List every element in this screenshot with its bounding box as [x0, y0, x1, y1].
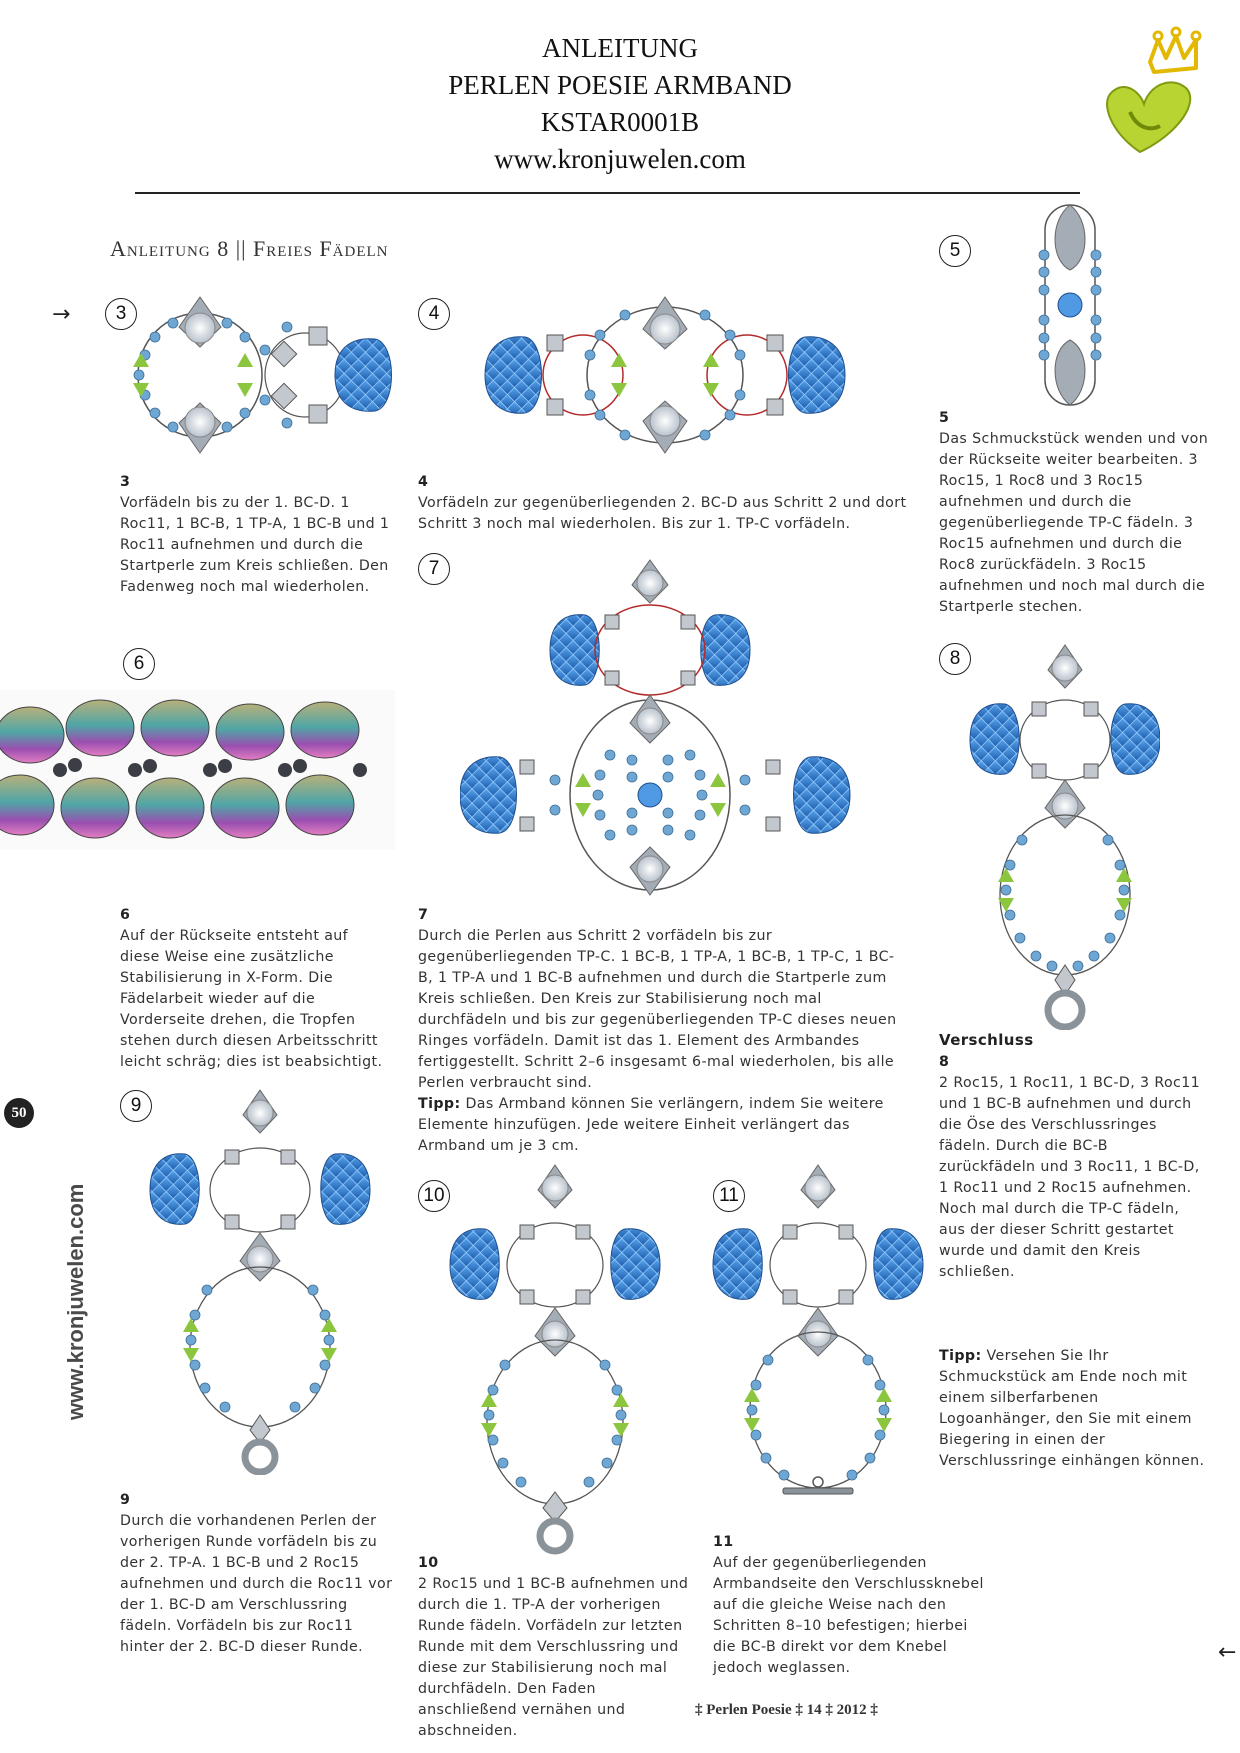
- step-4-number: 4: [418, 474, 429, 490]
- step-7-diagram: [460, 555, 860, 900]
- step-9-text: [120, 1490, 400, 1658]
- sidebar-url: www.kronjuwelen.com: [63, 1183, 88, 1420]
- section-title: Anleitung 8 || Freies Fädeln: [110, 236, 389, 261]
- step-3-number: 3: [120, 474, 131, 490]
- closure-heading: Verschluss: [939, 1031, 1034, 1049]
- step-7-description: Durch die Perlen aus Schritt 2 vorfädeln bis zur gegenüberliegenden TP-C. 1 BC-B, 1 TP-A, 1 BC-B, 1 TP-C, 1 BC-B, 1 TP-A und 1 BC-B aufnehmen und durch die Startperle zum Kreis schließen. Den Kreis zur Stabilisierung noch mal durchfädeln und bis zur gegenüberliegenden TP-C dieses neuen Ringes vorfädeln. Damit ist das 1. Element des Armbandes fertiggestellt. Schritt 2–6 insgesamt 6-mal wiederholen, bis alle Perlen verbraucht sind.: [418, 928, 897, 1091]
- step-8-tip: [939, 1346, 1209, 1472]
- step-7-text: [418, 905, 908, 1157]
- header-code: KSTAR0001B: [540, 107, 700, 137]
- step-4-text: [418, 472, 908, 535]
- step-3-text: [120, 472, 390, 598]
- step-6-number: 6: [120, 907, 131, 923]
- right-arrow-icon: ←: [1218, 1640, 1237, 1665]
- step-11-marker: 11: [713, 1180, 745, 1212]
- step-3-description: Vorfädeln bis zu der 1. BC-D. 1 Roc11, 1 BC-B, 1 TP-A, 1 BC-B und 1 Roc11 aufnehmen und durch die Startperle zum Kreis schließen. Den Fadenweg noch mal wiederholen.: [120, 495, 390, 595]
- step-11-description: Auf der gegenüberliegenden Armbandseite den Verschlussknebel auf die gleiche Weise nach den Schritten 8–10 befestigen; hierbei die BC-B direkt vor dem Knebel jedoch weglassen.: [713, 1555, 984, 1676]
- step-8-description: 2 Roc15, 1 Roc11, 1 BC-D, 3 Roc11 und 1 BC-B aufnehmen und durch die Öse des Verschlussringes fädeln. Durch die BC-B zurückfädeln und 3 Roc11, 1 BC-D, 1 Roc11 und 2 Roc15 aufnehmen. Noch mal durch die TP-C fädeln, aus der dieser Schritt gestartet wurde und damit den Kreis schließen.: [939, 1075, 1201, 1280]
- step-9-diagram: [145, 1085, 375, 1475]
- step-8-tip-label: Tipp:: [939, 1348, 982, 1364]
- step-9-marker: 9: [120, 1090, 152, 1122]
- step-5-description: Das Schmuckstück wenden und von der Rückseite weiter bearbeiten. 3 Roc15, 1 Roc8 und 3 Roc15 aufnehmen und durch die gegenüberliegende TP-C fädeln. 3 Roc15 aufnehmen und durch die Roc8 zurückfädeln. 3 Roc15 aufnehmen und noch mal durch die Startperle stechen.: [939, 431, 1209, 615]
- step-10-description: 2 Roc15 und 1 BC-B aufnehmen und durch die 1. TP-A der vorherigen Runde fädeln. Vorfädeln zur letzten Runde mit dem Verschlussring und diese zur Stabilisierung noch mal durchfädeln. Den Faden anschließend vernähen und abschneiden.: [418, 1576, 689, 1739]
- step-3-diagram: [125, 295, 400, 455]
- crown-heart-logo: [1100, 22, 1210, 157]
- step-7-number: 7: [418, 907, 429, 923]
- step-5-diagram: [1030, 200, 1110, 410]
- step-11-text: [713, 1532, 993, 1679]
- header-subtitle: PERLEN POESIE ARMBAND: [448, 70, 792, 100]
- step-11-diagram: [708, 1160, 928, 1505]
- step-5-marker: 5: [939, 235, 971, 267]
- step-4-description: Vorfädeln zur gegenüberliegenden 2. BC-D aus Schritt 2 und dort Schritt 3 noch mal wiederholen. Bis zur 1. TP-C vorfädeln.: [418, 495, 907, 532]
- header-divider: [135, 192, 1080, 194]
- step-8-tip-text: Versehen Sie Ihr Schmuckstück am Ende noch mit einem silberfarbenen Logoanhänger, den Sie mit einem Biegering in einen der Verschlussringe einhängen können.: [939, 1348, 1205, 1469]
- step-6-text: [120, 905, 390, 1073]
- step-8-text: [939, 1030, 1209, 1283]
- footer: ‡ Perlen Poesie ‡ 14 ‡ 2012 ‡: [695, 1702, 878, 1718]
- step-7-marker: 7: [418, 553, 450, 585]
- step-4-diagram: [465, 295, 865, 455]
- step-8-number: 8: [939, 1054, 950, 1070]
- step-7-tip-label: Tipp:: [418, 1096, 461, 1112]
- header-url: www.kronjuwelen.com: [494, 144, 746, 174]
- step-10-text: [418, 1553, 698, 1742]
- bracelet-photo: [0, 690, 395, 850]
- step-5-number: 5: [939, 410, 950, 426]
- step-10-diagram: [445, 1160, 665, 1555]
- step-4-marker: 4: [418, 298, 450, 330]
- step-9-description: Durch die vorhandenen Perlen der vorherigen Runde vorfädeln bis zu der 2. TP-A. 1 BC-B und 2 Roc15 aufnehmen und durch die Roc11 vor der 1. BC-D am Verschlussring fädeln. Vorfädeln bis zur Roc11 hinter der 2. BC-D dieser Runde.: [120, 1513, 393, 1655]
- step-9-number: 9: [120, 1492, 131, 1508]
- step-3-marker: 3: [105, 298, 137, 330]
- step-6-marker: 6: [123, 648, 155, 680]
- left-arrow-icon: →: [52, 302, 71, 327]
- step-8-diagram: [960, 640, 1160, 1030]
- step-7-tip-text: Das Armband können Sie verlängern, indem Sie weitere Elemente hinzufügen. Jede weitere Einheit verlängert das Armband um je 3 cm.: [418, 1096, 884, 1154]
- step-6-description: Auf der Rückseite entsteht auf diese Weise eine zusätzliche Stabilisierung in X-Form. Die Fädelarbeit wieder auf die Vorderseite drehen, die Tropfen stehen durch diesen Arbeitsschritt leicht schräg; dies ist beabsichtigt.: [120, 928, 383, 1070]
- step-10-number: 10: [418, 1555, 439, 1571]
- step-5-text: [939, 408, 1209, 618]
- page-number: 50: [4, 1098, 34, 1128]
- document-header: [0, 30, 1240, 178]
- step-11-number: 11: [713, 1534, 734, 1550]
- step-10-marker: 10: [418, 1180, 450, 1212]
- step-8-marker: 8: [939, 643, 971, 675]
- header-title: ANLEITUNG: [542, 33, 698, 63]
